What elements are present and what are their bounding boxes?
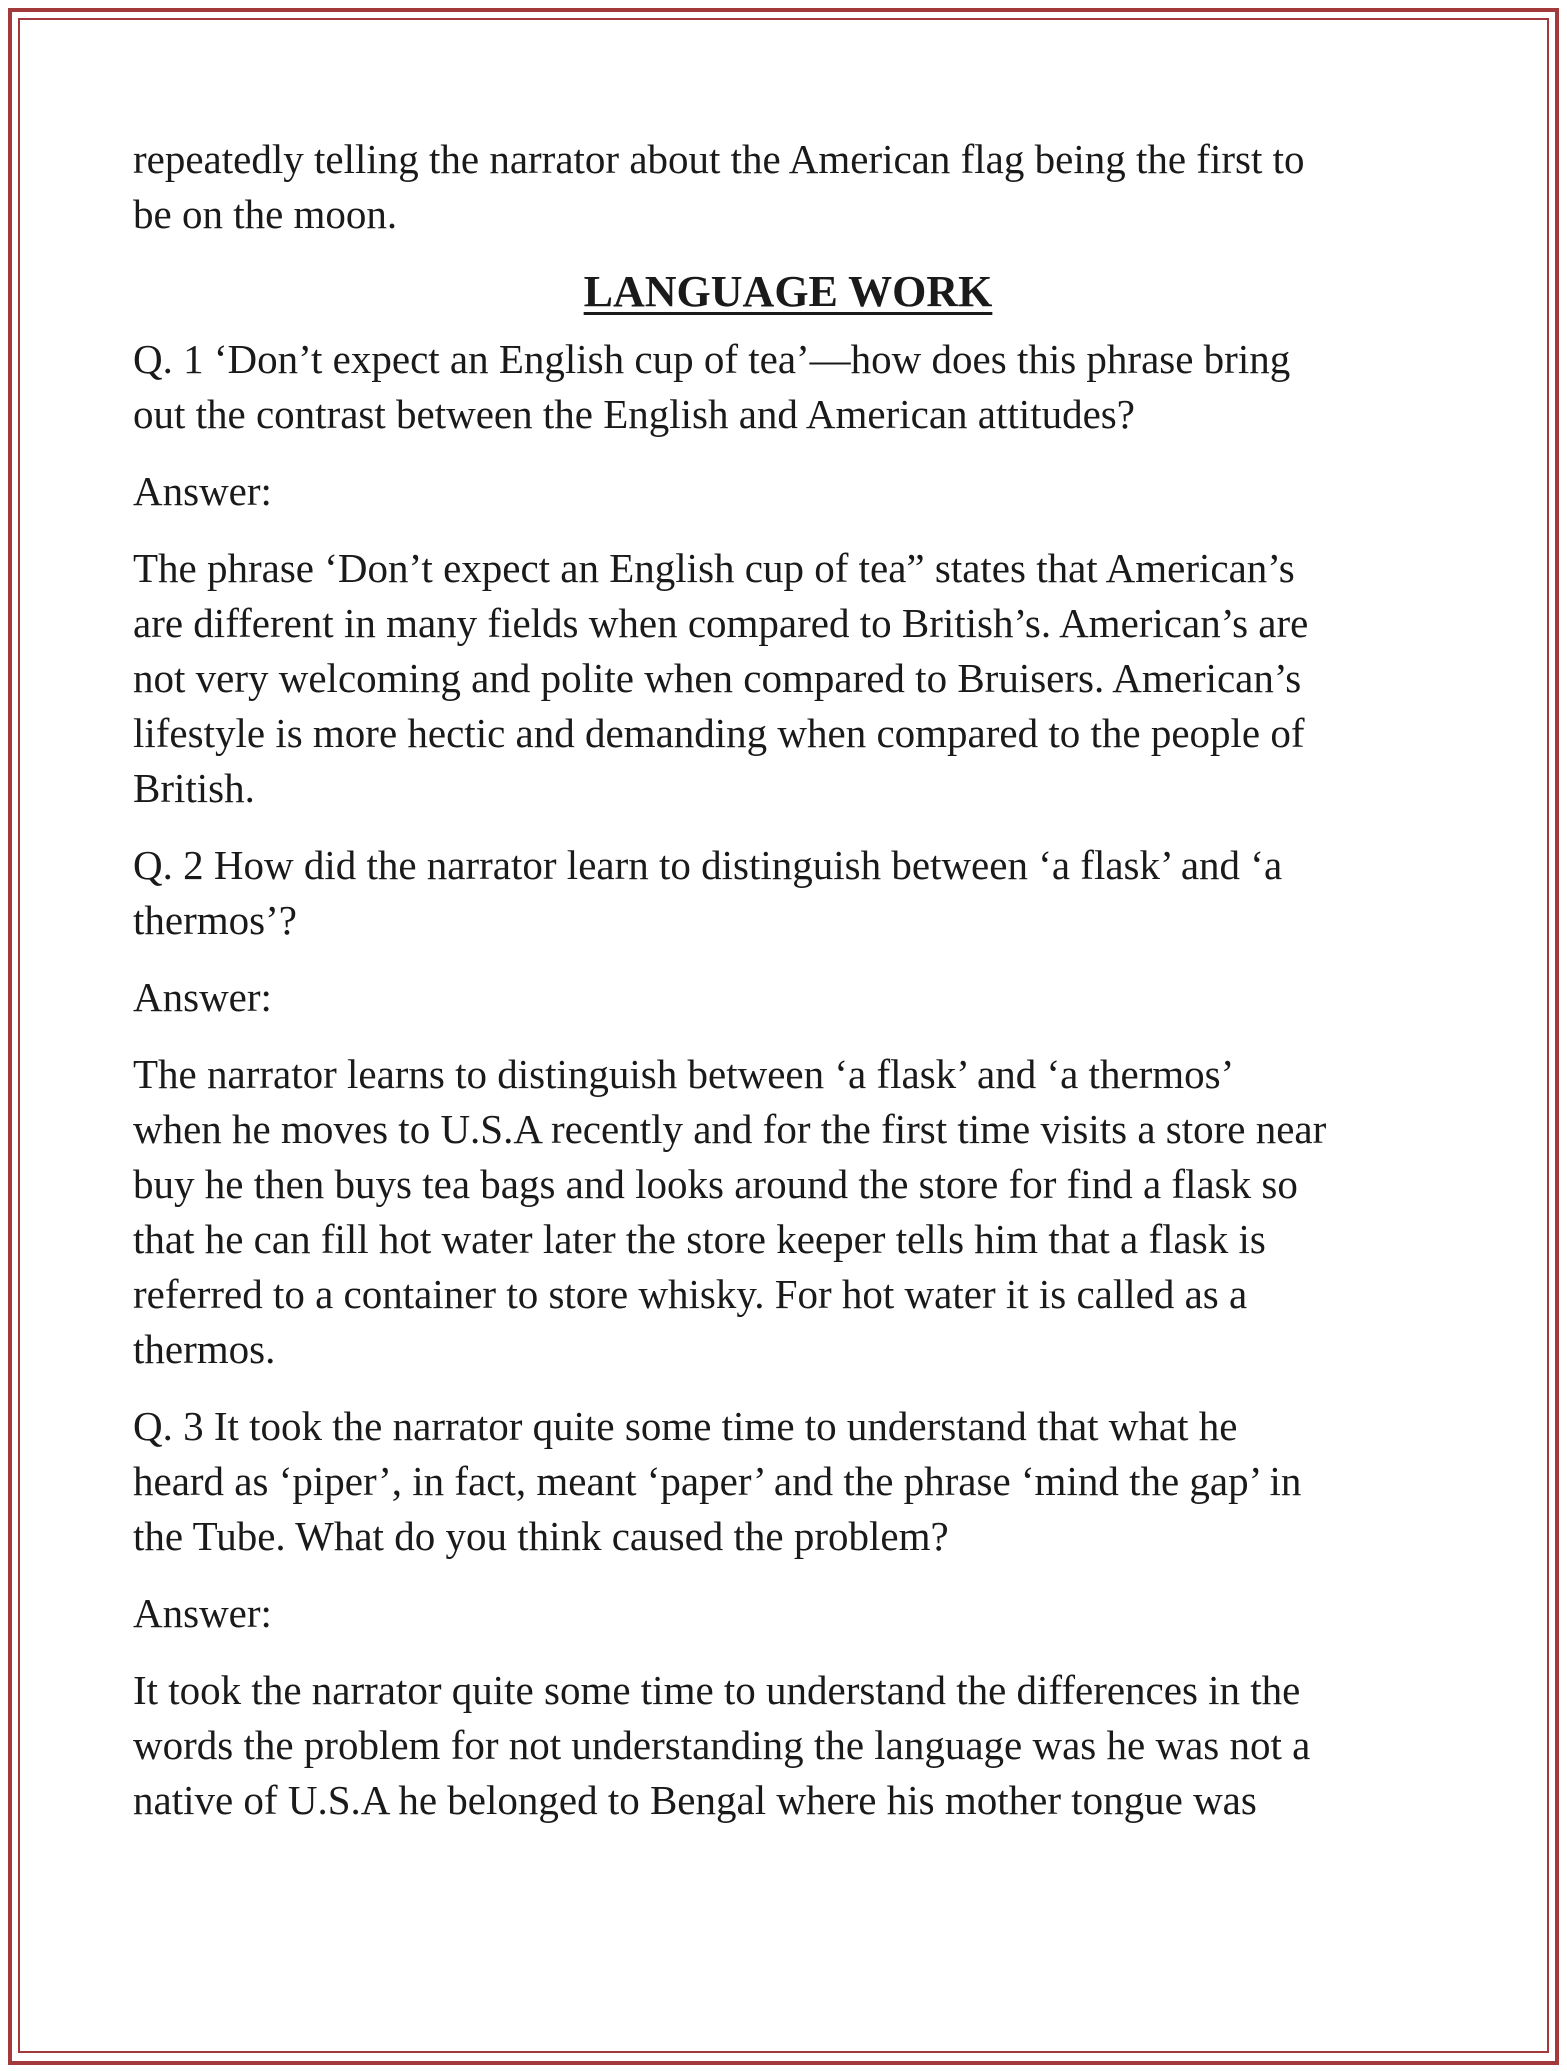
text-line: The phrase ‘Don’t expect an English cup of tea” states that American’s — [133, 545, 1295, 591]
text-line: that he can fill hot water later the store keeper tells him that a flask is — [133, 1216, 1266, 1262]
text-line: are different in many fields when compared to British’s. American’s are — [133, 600, 1309, 646]
question-2 — [133, 838, 1443, 948]
text-line: referred to a container to store whisky. For hot water it is called as a — [133, 1271, 1248, 1317]
text-line: native of U.S.A he belonged to Bengal where his mother tongue was — [133, 1777, 1257, 1823]
text-line: when he moves to U.S.A recently and for the first time visits a store near — [133, 1106, 1327, 1152]
text-line: buy he then buys tea bags and looks around the store for find a flask so — [133, 1161, 1298, 1207]
text-line: Q. 1 ‘Don’t expect an English cup of tea’—how does this phrase bring — [133, 336, 1291, 382]
text-line: the Tube. What do you think caused the problem? — [133, 1513, 949, 1559]
text-line: thermos’? — [133, 897, 297, 943]
question-3 — [133, 1399, 1443, 1564]
text-line: out the contrast between the English and American attitudes? — [133, 391, 1135, 437]
text-line: words the problem for not understanding the language was he was not a — [133, 1722, 1311, 1768]
text-line: thermos. — [133, 1326, 276, 1372]
text-line: repeatedly telling the narrator about the American flag being the first to — [133, 136, 1305, 182]
text-line: It took the narrator quite some time to understand the differences in the — [133, 1667, 1301, 1713]
text-line: heard as ‘piper’, in fact, meant ‘paper’ and the phrase ‘mind the gap’ in — [133, 1458, 1302, 1504]
text-line: be on the moon. — [133, 191, 398, 237]
text-line: British. — [133, 765, 255, 811]
page-content — [133, 132, 1443, 1828]
text-line: Q. 3 It took the narrator quite some time to understand that what he — [133, 1403, 1238, 1449]
answer-label-3: Answer: — [133, 1590, 272, 1636]
answer-label-2: Answer: — [133, 974, 272, 1020]
text-line: The narrator learns to distinguish between ‘a flask’ and ‘a thermos’ — [133, 1051, 1235, 1097]
answer-label-1: Answer: — [133, 468, 272, 514]
intro-paragraph — [133, 132, 1443, 242]
text-line: lifestyle is more hectic and demanding when compared to the people of — [133, 710, 1305, 756]
text-line: Q. 2 How did the narrator learn to distinguish between ‘a flask’ and ‘a — [133, 842, 1283, 888]
answer-1 — [133, 541, 1443, 816]
answer-3 — [133, 1663, 1443, 1828]
section-heading: LANGUAGE WORK — [583, 267, 993, 316]
text-line: not very welcoming and polite when compared to Bruisers. American’s — [133, 655, 1302, 701]
answer-2 — [133, 1047, 1443, 1377]
question-1 — [133, 332, 1443, 442]
